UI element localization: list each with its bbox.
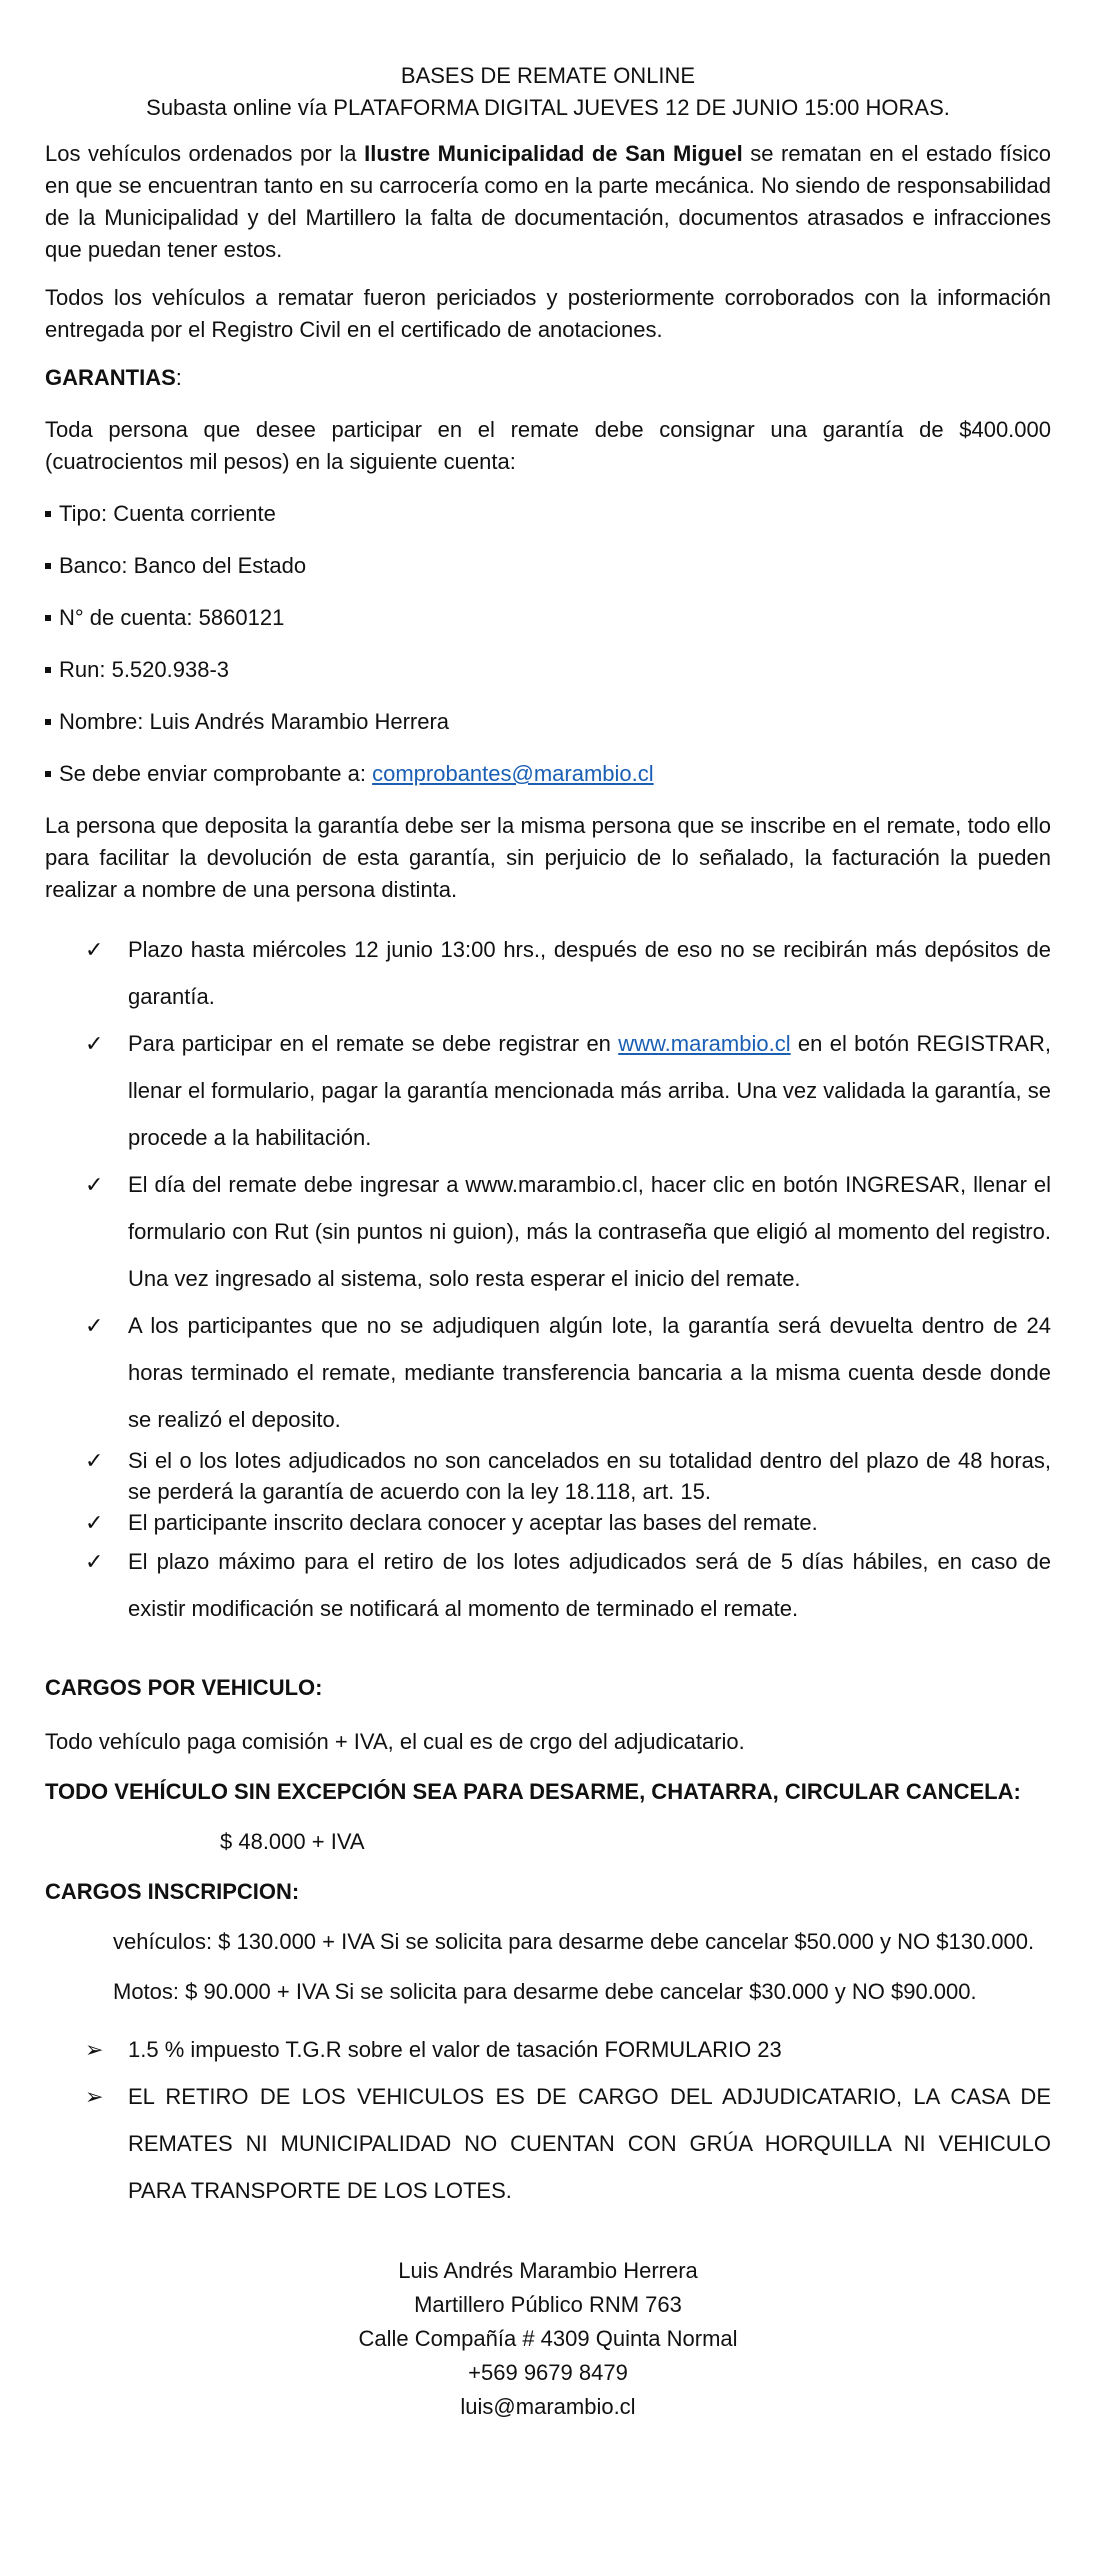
- account-holder: Nombre: Luis Andrés Marambio Herrera: [45, 706, 1051, 738]
- checkmark-icon: ✓: [85, 1549, 104, 1574]
- auctioneer-email: luis@marambio.cl: [460, 2394, 636, 2419]
- all-vehicles-heading: TODO VEHÍCULO SIN EXCEPCIÓN SEA PARA DESARME, CHATARRA, CIRCULAR CANCELA:: [45, 1779, 1021, 1804]
- commission-text: Todo vehículo paga comisión + IVA, el cual es de crgo del adjudicatario.: [45, 1729, 745, 1754]
- list-item: ✓ El plazo máximo para el retiro de los lotes adjudicados será de 5 días hábiles, en caso de existir modificación se notificará al momento de terminado el remate.: [45, 1538, 1051, 1632]
- document-header: [45, 60, 1051, 124]
- vehicle-fee: $ 48.000 + IVA: [220, 1829, 365, 1854]
- square-bullet-icon: [45, 771, 51, 777]
- square-bullet-icon: [45, 615, 51, 621]
- checkmark-icon: ✓: [85, 937, 104, 962]
- list-item: ✓ El día del remate debe ingresar a www.marambio.cl, hacer clic en botón INGRESAR, llenar el formulario con Rut (sin puntos ni guion), más la contraseña que eligió al momento del registro. Una vez ingresado al sistema, solo resta esperar el inicio del remate.: [45, 1161, 1051, 1302]
- document-title: BASES DE REMATE ONLINE: [400, 63, 696, 88]
- garantias-text: Toda persona que desee participar en el remate debe consignar una garantía de $400.000 (cuatrocientos mil pesos) en la siguiente cuenta:: [45, 417, 1051, 474]
- intro-paragraph: Los vehículos ordenados por la Ilustre Municipalidad de San Miguel se rematan en el estado físico en que se encuentran tanto en su carrocería como en la parte mecánica. No siendo de responsabilidad de la Municipalidad y del Martillero la falta de documentación, documentos atrasados e infracciones que puedan tener estos.: [45, 141, 1051, 262]
- list-item: ✓ Si el o los lotes adjudicados no son cancelados en su totalidad dentro del plazo de 48 horas, se perderá la garantía de acuerdo con la ley 18.118, art. 15.: [45, 1445, 1051, 1507]
- conditions-list: [45, 926, 1051, 1632]
- square-bullet-icon: [45, 719, 51, 725]
- inscription-heading: CARGOS INSCRIPCION:: [45, 1879, 300, 1904]
- account-number: N° de cuenta: 5860121: [45, 602, 1051, 634]
- list-item: ✓ Para participar en el remate se debe registrar en www.marambio.cl en el botón REGISTRAR, llenar el formulario, pagar la garantía mencionada más arriba. Una vez validada la garantía, se procede a la habilitación.: [45, 1020, 1051, 1161]
- square-bullet-icon: [45, 511, 51, 517]
- verification-paragraph: Todos los vehículos a rematar fueron periciados y posteriormente corroborados con la información entregada por el Registro Civil en el certificado de anotaciones.: [45, 285, 1051, 342]
- deposit-note: La persona que deposita la garantía debe ser la misma persona que se inscribe en el remate, todo ello para facilitar la devolución de esta garantía, sin perjuicio de lo señalado, la facturación la pueden realizar a nombre de una persona distinta.: [45, 813, 1051, 902]
- charges-heading: CARGOS POR VEHICULO:: [45, 1675, 323, 1700]
- account-bank: Banco: Banco del Estado: [45, 550, 1051, 582]
- document-subtitle: Subasta online vía PLATAFORMA DIGITAL JUEVES 12 DE JUNIO 15:00 HORAS.: [146, 95, 950, 120]
- auctioneer-role: Martillero Público RNM 763: [414, 2292, 682, 2317]
- checkmark-icon: ✓: [85, 1172, 104, 1197]
- vehicles-inscription-fee: vehículos: $ 130.000 + IVA Si se solicita para desarme debe cancelar $50.000 y NO $130.000.: [113, 1929, 1035, 1954]
- checkmark-icon: ✓: [85, 1510, 104, 1535]
- notes-list: [45, 2026, 1051, 2214]
- send-receipt: Se debe enviar comprobante a: comprobantes@marambio.cl: [45, 758, 1051, 790]
- list-item: ✓ Plazo hasta miércoles 12 junio 13:00 hrs., después de eso no se recibirán más depósitos de garantía.: [45, 926, 1051, 1020]
- arrow-bullet-icon: ➢: [85, 2084, 104, 2109]
- register-site-link[interactable]: www.marambio.cl: [618, 1031, 791, 1056]
- arrow-bullet-icon: ➢: [85, 2037, 104, 2062]
- list-item: ✓ A los participantes que no se adjudiquen algún lote, la garantía será devuelta dentro de 24 horas terminado el remate, mediante transferencia bancaria a la misma cuenta desde donde se realizó el deposito.: [45, 1302, 1051, 1443]
- auctioneer-address: Calle Compañía # 4309 Quinta Normal: [358, 2326, 738, 2351]
- signature-block: [45, 2254, 1051, 2424]
- receipt-email-link[interactable]: comprobantes@marambio.cl: [372, 761, 654, 786]
- account-run: Run: 5.520.938-3: [45, 654, 1051, 686]
- checkmark-icon: ✓: [85, 1031, 104, 1056]
- motorcycles-inscription-fee: Motos: $ 90.000 + IVA Si se solicita para desarme debe cancelar $30.000 y NO $90.000.: [113, 1979, 977, 2004]
- auctioneer-phone: +569 9679 8479: [468, 2360, 628, 2385]
- list-item: ✓ El participante inscrito declara conocer y aceptar las bases del remate.: [45, 1507, 1051, 1538]
- checkmark-icon: ✓: [85, 1448, 104, 1473]
- account-type: Tipo: Cuenta corriente: [45, 498, 1051, 530]
- garantias-heading: GARANTIAS:: [45, 365, 182, 390]
- square-bullet-icon: [45, 563, 51, 569]
- square-bullet-icon: [45, 667, 51, 673]
- checkmark-icon: ✓: [85, 1313, 104, 1338]
- municipality-name: Ilustre Municipalidad de San Miguel: [364, 141, 743, 166]
- list-item: ➢ 1.5 % impuesto T.G.R sobre el valor de tasación FORMULARIO 23: [45, 2026, 1051, 2073]
- list-item: ➢ EL RETIRO DE LOS VEHICULOS ES DE CARGO DEL ADJUDICATARIO, LA CASA DE REMATES NI MUNICIPALIDAD NO CUENTAN CON GRÚA HORQUILLA NI VEHICULO PARA TRANSPORTE DE LOS LOTES.: [45, 2073, 1051, 2214]
- auctioneer-name: Luis Andrés Marambio Herrera: [398, 2258, 698, 2283]
